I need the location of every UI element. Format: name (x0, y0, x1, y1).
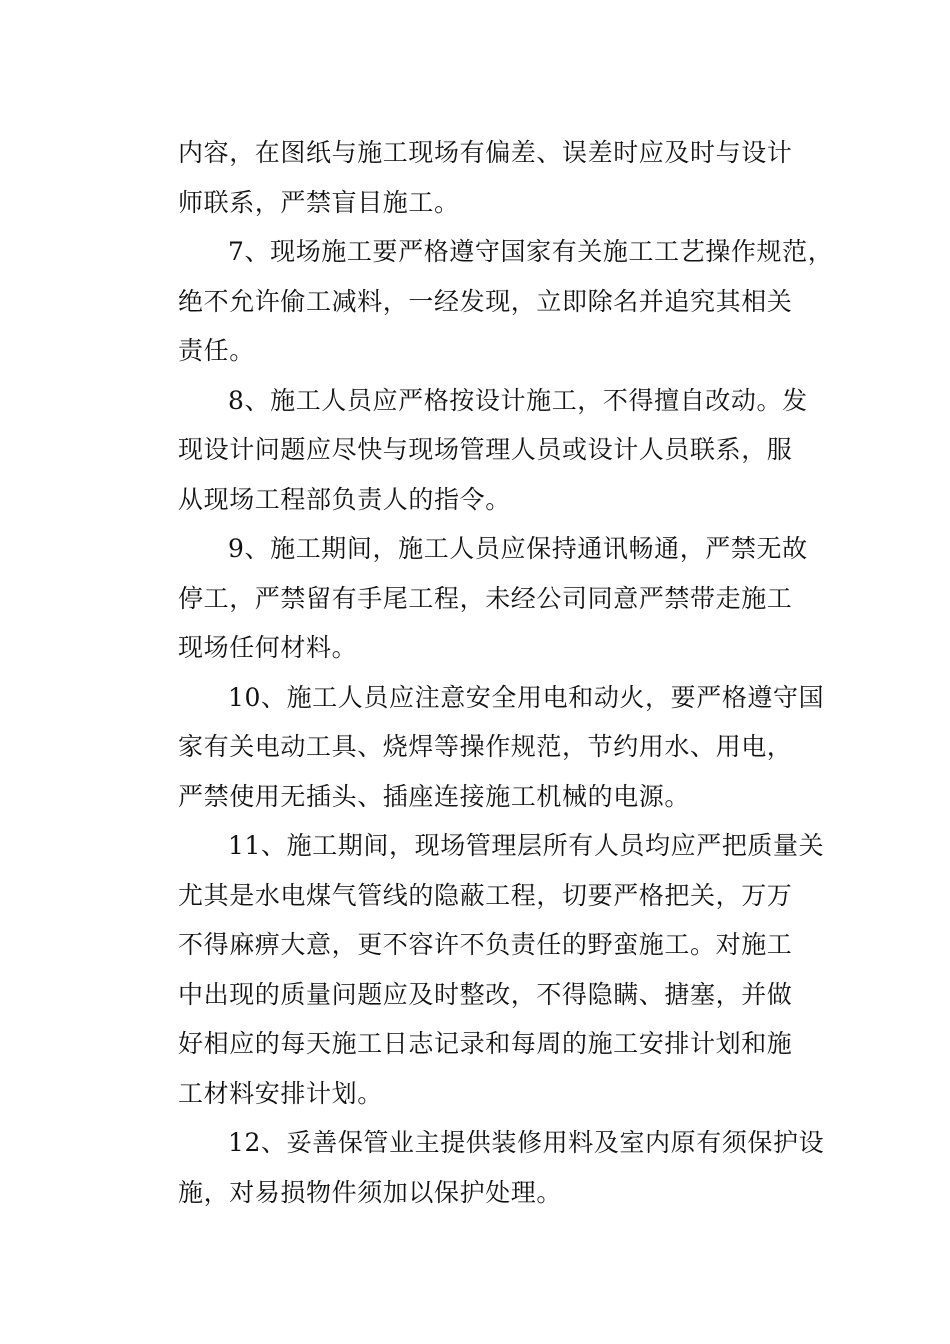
paragraph-item-12 (178, 1118, 838, 1217)
text-line: 不得麻痹大意，更不容许不负责任的野蛮施工。对施工 (178, 930, 793, 959)
document-body (178, 128, 838, 1217)
text-line: 师联系，严禁盲目施工。 (178, 187, 460, 217)
text-line: 9、施工期间，施工人员应保持通讯畅通，严禁无故 (228, 534, 808, 563)
text-line: 11、施工期间，现场管理层所有人员均应严把质量关 (228, 831, 825, 860)
text-line: 停工，严禁留有手尾工程，未经公司同意严禁带走施工 (178, 583, 793, 613)
paragraph-item-10 (178, 673, 838, 822)
text-line: 8、施工人员应严格按设计施工，不得擅自改动。发 (228, 385, 808, 415)
text-line: 家有关电动工具、烧焊等操作规范，节约用水、用电， (178, 732, 793, 761)
text-line: 从现场工程部负责人的指令。 (178, 484, 511, 514)
text-line: 工材料安排计划。 (178, 1078, 383, 1108)
text-line: 现场任何材料。 (178, 633, 358, 662)
text-line: 内容，在图纸与施工现场有偏差、误差时应及时与设计 (178, 138, 793, 167)
text-line: 施，对易损物件须加以保护处理。 (178, 1177, 563, 1207)
paragraph-item-9 (178, 524, 838, 673)
text-line: 10、施工人员应注意安全用电和动火，要严格遵守国 (228, 682, 825, 712)
paragraph-item-7 (178, 227, 838, 376)
text-line: 尤其是水电煤气管线的隐蔽工程，切要严格把关，万万 (178, 880, 793, 910)
text-line: 中出现的质量问题应及时整改，不得隐瞒、搪塞，并做 (178, 979, 793, 1009)
paragraph-item-8 (178, 376, 838, 525)
paragraph-item-11 (178, 821, 838, 1118)
text-line: 12、妥善保管业主提供装修用料及室内原有须保护设 (228, 1128, 825, 1157)
text-line: 好相应的每天施工日志记录和每周的施工安排计划和施 (178, 1029, 793, 1058)
text-line: 绝不允许偷工减料，一经发现，立即除名并追究其相关 (178, 286, 793, 316)
text-line: 7、现场施工要严格遵守国家有关施工工艺操作规范， (228, 237, 834, 266)
paragraph-continuation (178, 128, 838, 227)
text-line: 现设计问题应尽快与现场管理人员或设计人员联系，服 (178, 435, 793, 464)
text-line: 责任。 (178, 336, 255, 365)
text-line: 严禁使用无插头、插座连接施工机械的电源。 (178, 781, 691, 811)
